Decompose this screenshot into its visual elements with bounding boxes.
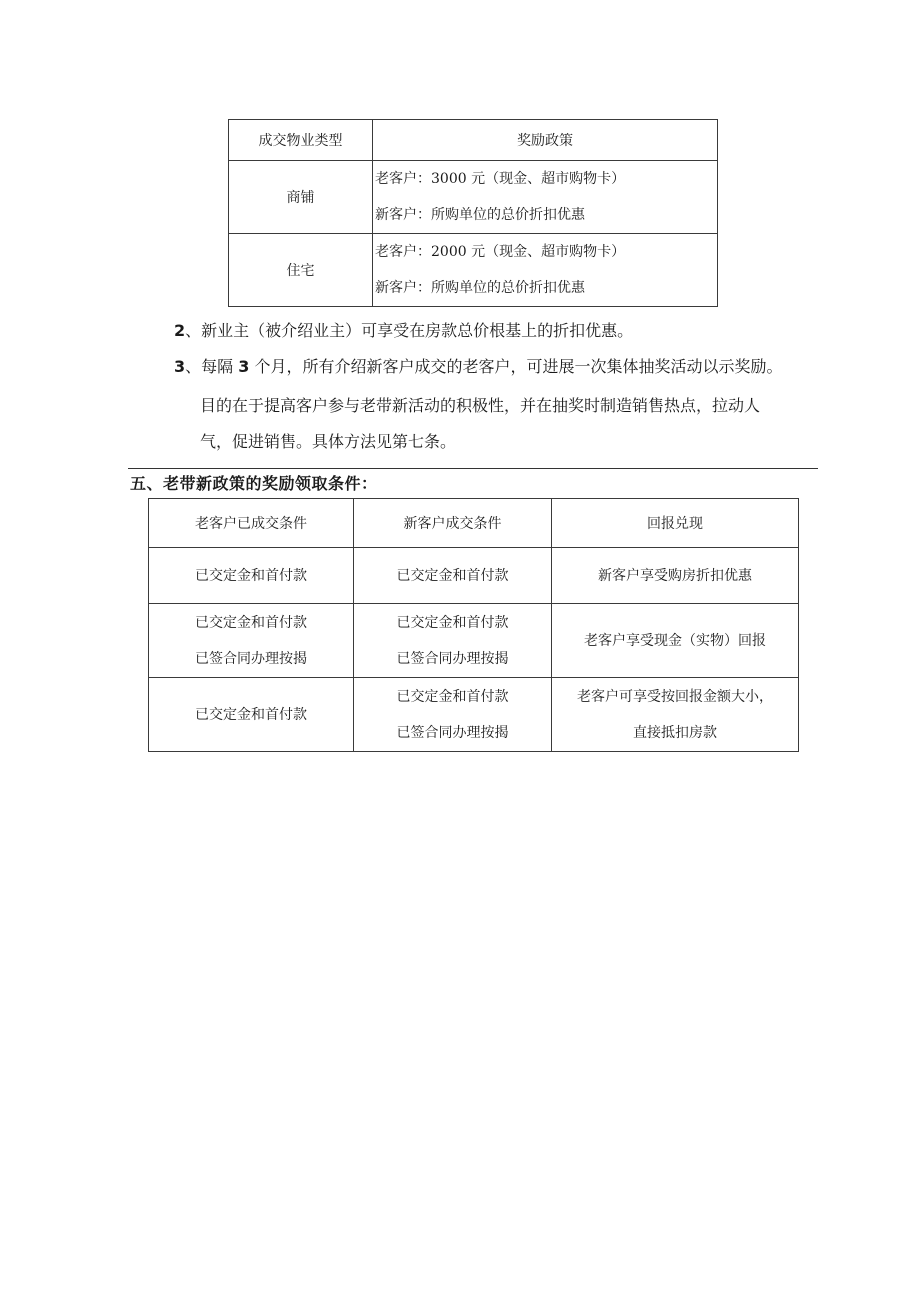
cell-line: 已交定金和首付款 — [396, 688, 509, 705]
table-row — [229, 161, 718, 234]
policy-cell — [373, 234, 718, 307]
cell-line: 直接抵扣房款 — [633, 724, 717, 741]
inline-number: 3 — [238, 357, 250, 376]
new-customer-condition-cell — [354, 604, 552, 678]
conditions-table — [148, 498, 799, 752]
table-row — [149, 604, 799, 678]
policy-cell — [373, 161, 718, 234]
cell-line: 已签合同办理按揭 — [396, 724, 509, 741]
horizontal-rule — [128, 468, 818, 469]
column-header-reward-policy: 奖励政策 — [373, 120, 718, 161]
table-header-row — [149, 499, 799, 548]
reward-cell — [552, 678, 799, 752]
cell-line: 已签合同办理按揭 — [195, 650, 307, 667]
new-customer-reward: 新客户：所购单位的总价折扣优惠 — [375, 280, 585, 296]
paragraph-3-line-2: 目的在于提高客户参与老带新活动的积极性，并在抽奖时制造销售热点，拉动人 — [200, 396, 761, 415]
new-customer-condition-cell — [354, 548, 552, 604]
cell-line: 老客户享受现金（实物）回报 — [584, 632, 766, 649]
cell-line: 已交定金和首付款 — [396, 614, 509, 631]
paragraph-text: 、新业主（被介绍业主）可享受在房款总价根基上的折扣优惠。 — [185, 321, 634, 340]
list-number: 2 — [174, 321, 186, 340]
paragraph-text: 、每隔 — [185, 357, 239, 376]
reward-cell — [552, 604, 799, 678]
cell-line: 已交定金和首付款 — [195, 614, 307, 631]
cell-line: 老客户可享受按回报金额大小， — [577, 688, 773, 705]
table-row — [229, 234, 718, 307]
new-customer-reward: 新客户：所购单位的总价折扣优惠 — [375, 207, 585, 223]
table-header-row — [229, 120, 718, 161]
old-customer-condition-cell — [149, 678, 354, 752]
column-header-old-customer: 老客户已成交条件 — [149, 499, 354, 548]
property-type-cell: 住宅 — [229, 234, 373, 307]
reward-cell — [552, 548, 799, 604]
section-heading: 五、老带新政策的奖励领取条件： — [130, 474, 378, 493]
cell-line: 新客户享受购房折扣优惠 — [598, 567, 752, 584]
property-type-cell: 商铺 — [229, 161, 373, 234]
column-header-reward: 回报兑现 — [552, 499, 799, 548]
paragraph-3-line-1 — [174, 357, 782, 377]
cell-line: 已交定金和首付款 — [195, 706, 307, 723]
old-customer-reward: 老客户：2000 元（现金、超市购物卡） — [375, 244, 626, 260]
table-row — [149, 548, 799, 604]
new-customer-condition-cell — [354, 678, 552, 752]
reward-policy-table — [228, 119, 718, 307]
list-number: 3 — [174, 357, 186, 376]
table-row — [149, 678, 799, 752]
cell-line: 已签合同办理按揭 — [396, 650, 509, 667]
cell-line: 已交定金和首付款 — [396, 567, 509, 584]
paragraph-text: 个月，所有介绍新客户成交的老客户，可进展一次集体抽奖活动以示奖励。 — [249, 357, 783, 376]
cell-line: 已交定金和首付款 — [195, 567, 307, 584]
paragraph-3-line-3: 气，促进销售。具体方法见第七条。 — [200, 432, 457, 451]
column-header-new-customer: 新客户成交条件 — [354, 499, 552, 548]
old-customer-condition-cell — [149, 604, 354, 678]
old-customer-condition-cell — [149, 548, 354, 604]
paragraph-2 — [174, 321, 633, 341]
column-header-property-type: 成交物业类型 — [229, 120, 373, 161]
old-customer-reward: 老客户：3000 元（现金、超市购物卡） — [375, 171, 626, 187]
